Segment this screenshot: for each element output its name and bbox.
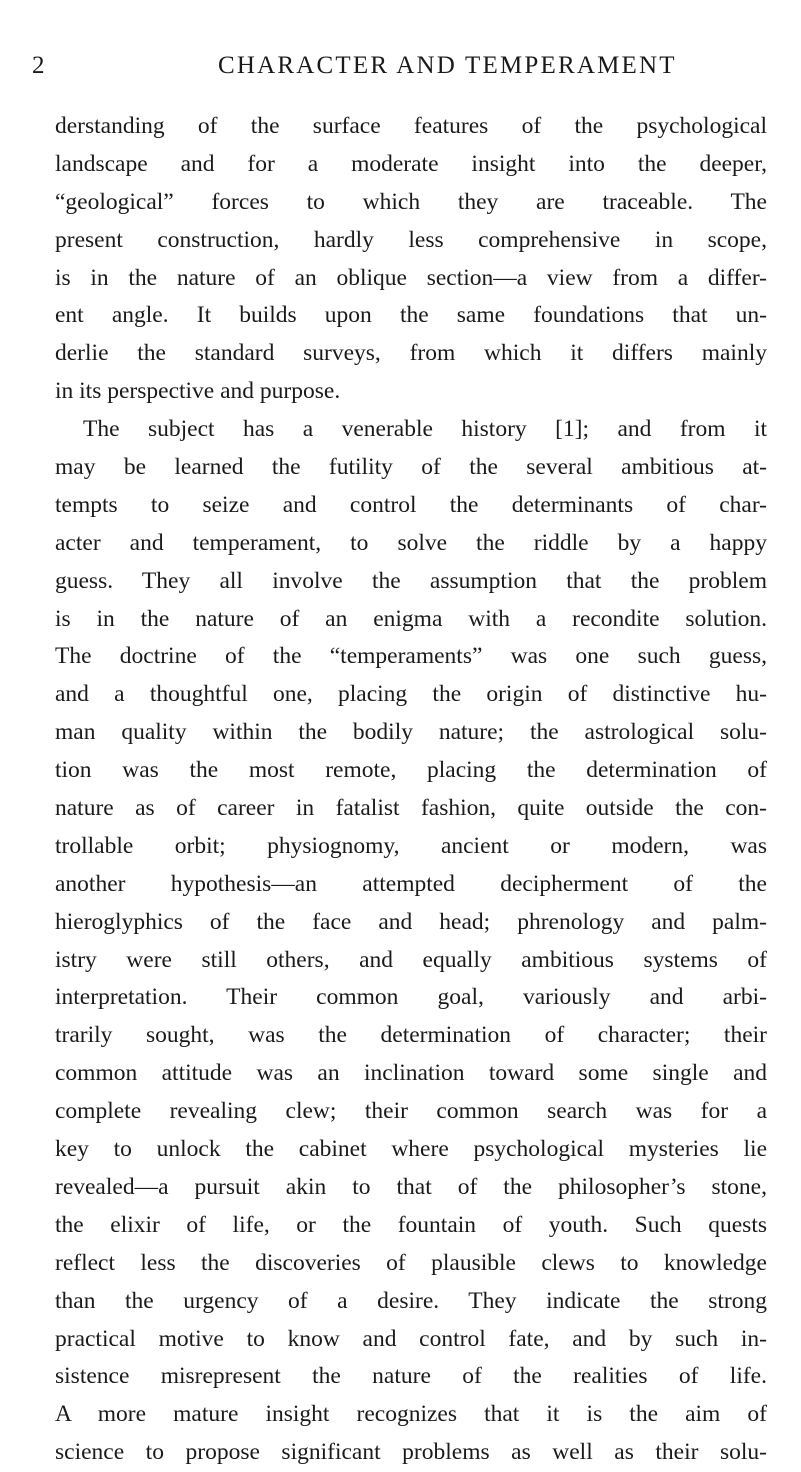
text-line: man quality within the bodily nature; the astrological solu-	[55, 719, 767, 746]
text-line: landscape and for a moderate insight into the deeper,	[55, 150, 767, 177]
text-line: reflect less the discoveries of plausible clews to knowledge	[55, 1249, 767, 1276]
text-line: istry were still others, and equally ambitious systems of	[55, 946, 767, 973]
text-line: hieroglyphics of the face and head; phrenology and palm-	[55, 908, 767, 935]
text-line: interpretation. Their common goal, variously and arbi-	[55, 984, 767, 1011]
text-line: in its perspective and purpose.	[55, 378, 341, 405]
paragraph-2	[55, 411, 767, 1472]
text-line: than the urgency of a desire. They indicate the strong	[55, 1287, 767, 1314]
page-number: 2	[32, 52, 45, 79]
text-line: complete revealing clew; their common search was for a	[55, 1098, 767, 1125]
text-line: trarily sought, was the determination of character; their	[55, 1022, 767, 1049]
text-line: sistence misrepresent the nature of the realities of life.	[55, 1363, 767, 1390]
text-line: is in the nature of an oblique section—a view from a differ-	[55, 264, 767, 291]
text-line: is in the nature of an enigma with a recondite solution.	[55, 605, 767, 632]
text-line: may be learned the futility of the several ambitious at-	[55, 454, 767, 481]
running-head	[32, 52, 752, 92]
text-line: practical motive to know and control fate, and by such in-	[55, 1325, 767, 1352]
text-line: A more mature insight recognizes that it is the aim of	[55, 1401, 767, 1428]
text-line: another hypothesis—an attempted decipherment of the	[55, 870, 767, 897]
text-line: The subject has a venerable history [1]; and from it	[83, 416, 767, 443]
text-line: common attitude was an inclination toward some single and	[55, 1060, 767, 1087]
text-line: the elixir of life, or the fountain of youth. Such quests	[55, 1211, 767, 1238]
text-line: and a thoughtful one, placing the origin of distinctive hu-	[55, 681, 767, 708]
text-line: present construction, hardly less comprehensive in scope,	[55, 226, 767, 253]
body-text	[55, 108, 767, 1472]
text-line: tempts to seize and control the determinants of char-	[55, 491, 767, 518]
text-line: science to propose significant problems as well as their solu-	[55, 1439, 767, 1466]
text-line: derstanding of the surface features of the psychological	[55, 113, 767, 139]
text-line: ent angle. It builds upon the same foundations that un-	[55, 302, 767, 329]
text-line: “geological” forces to which they are traceable. The	[55, 188, 767, 215]
text-line: guess. They all involve the assumption that the problem	[55, 567, 767, 594]
text-line: revealed—a pursuit akin to that of the philosopher’s stone,	[55, 1173, 767, 1200]
text-line: trollable orbit; physiognomy, ancient or modern, was	[55, 832, 767, 859]
running-head-title: CHARACTER AND TEMPERAMENT	[218, 52, 677, 79]
paragraph-1	[55, 108, 767, 411]
text-line: tion was the most remote, placing the determination of	[55, 757, 767, 784]
text-line: nature as of career in fatalist fashion, quite outside the con-	[55, 795, 767, 822]
text-line: key to unlock the cabinet where psychological mysteries lie	[55, 1136, 767, 1163]
text-line: derlie the standard surveys, from which it differs mainly	[55, 340, 767, 367]
text-line: acter and temperament, to solve the riddle by a happy	[55, 529, 767, 556]
text-line: The doctrine of the “temperaments” was one such guess,	[55, 643, 767, 670]
